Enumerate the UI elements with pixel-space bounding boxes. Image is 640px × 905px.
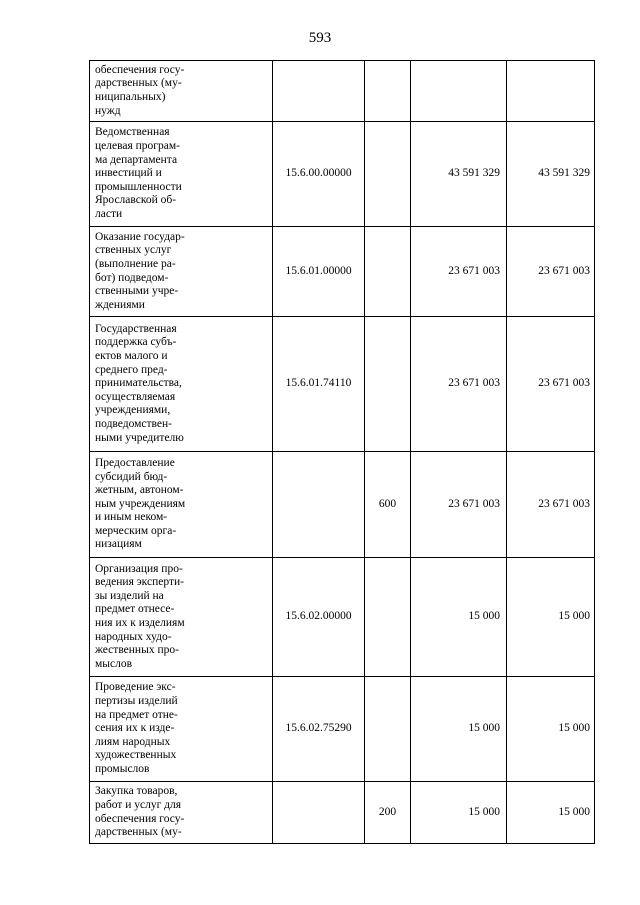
row-type-cell (365, 677, 411, 782)
row-amount-year1: 23 671 003 (411, 227, 507, 317)
table-row (90, 452, 595, 558)
row-name-cell (90, 61, 273, 122)
row-name-line: ниципальных) (95, 91, 166, 103)
row-name-line: Государственная (95, 322, 177, 335)
row-name-line: поддержка субъ- (95, 336, 177, 349)
row-amount-year2: 23 671 003 (507, 452, 595, 558)
budget-table (89, 60, 595, 844)
row-code-cell: 15.6.02.75290 (273, 677, 365, 782)
row-name-line: учреждениями, (95, 404, 171, 417)
row-name-line: пертизы изделий (95, 695, 178, 708)
row-amount-year2 (507, 61, 595, 122)
row-name-line: осуществляемая (95, 390, 176, 403)
row-name-line: и иным неком- (95, 511, 168, 524)
row-name-line: сения их к изде- (95, 722, 175, 735)
row-name-line: мыслов (95, 657, 133, 670)
row-name-line: работ и услуг для (95, 798, 182, 811)
row-name-line: среднего пред- (95, 363, 168, 376)
row-name-line: Закупка товаров, (95, 785, 178, 798)
row-name-line: лиям народных (95, 735, 171, 748)
row-code-cell: 15.6.01.74110 (273, 317, 365, 452)
row-name-line: народных худо- (95, 630, 172, 643)
row-amount-year1 (411, 61, 507, 122)
row-name-line: ектов малого и (95, 350, 168, 363)
page-number: 593 (308, 30, 332, 46)
row-code-cell: 15.6.02.00000 (273, 558, 365, 677)
row-amount-year2: 15 000 (507, 558, 595, 677)
row-amount-year2: 15 000 (507, 677, 595, 782)
table-row (90, 227, 595, 317)
row-amount-year1: 15 000 (411, 677, 507, 782)
row-amount-year1: 23 671 003 (411, 317, 507, 452)
table-row (90, 122, 595, 227)
row-name-cell (90, 452, 273, 558)
row-amount-year1: 15 000 (411, 558, 507, 677)
row-name-line: художественных (95, 749, 177, 762)
row-name-line: низациям (95, 538, 142, 551)
row-name-line: промыслов (95, 762, 150, 775)
table-row (90, 558, 595, 677)
row-name-line: Оказание государ- (95, 230, 185, 243)
row-name-line: Предоставление (95, 456, 175, 469)
table-row (90, 61, 595, 122)
row-name-line: ным учреждениям (95, 497, 186, 510)
table-row (90, 782, 595, 844)
row-name-line: ма департамента (95, 153, 178, 166)
row-name-line: жетным, автоном- (95, 484, 184, 497)
row-name-line: ния их к изделиям (95, 617, 185, 629)
row-code-cell: 15.6.01.00000 (273, 227, 365, 317)
row-name-line: мерческим орга- (95, 524, 177, 537)
row-type-cell (365, 61, 411, 122)
row-name-line: промышленности (95, 180, 182, 193)
row-name-line: принимательства, (95, 377, 182, 390)
row-name-line: инвестиций и (95, 167, 162, 180)
row-name-cell (90, 317, 273, 452)
row-name-line: ведения эксперти- (95, 576, 184, 589)
row-type-cell: 200 (365, 782, 411, 844)
row-name-line: на предмет отне- (95, 708, 178, 721)
row-name-line: обеспечения госу- (95, 63, 185, 76)
row-name-line: дарственных (му- (95, 826, 182, 839)
row-code-cell (273, 782, 365, 844)
row-name-line: нужд (95, 104, 121, 117)
row-name-line: ственных услуг (95, 244, 172, 257)
row-name-line: ждениями (95, 298, 145, 311)
row-name-line: ственными учре- (95, 285, 179, 298)
row-type-cell (365, 122, 411, 227)
row-name-line: жественных про- (95, 644, 179, 657)
row-name-cell (90, 558, 273, 677)
row-name-line: Ярославской об- (95, 194, 177, 207)
row-name-cell (90, 227, 273, 317)
row-name-line: обеспечения госу- (95, 812, 185, 825)
row-amount-year1: 43 591 329 (411, 122, 507, 227)
row-amount-year2: 23 671 003 (507, 317, 595, 452)
row-name-line: дарственных (му- (95, 77, 182, 90)
row-type-cell (365, 227, 411, 317)
row-amount-year2: 15 000 (507, 782, 595, 844)
table-row (90, 677, 595, 782)
row-type-cell (365, 558, 411, 677)
row-amount-year2: 43 591 329 (507, 122, 595, 227)
row-amount-year2: 23 671 003 (507, 227, 595, 317)
row-type-cell (365, 317, 411, 452)
row-name-line: предмет отнесе- (95, 603, 175, 616)
row-name-line: целевая програм- (95, 140, 180, 153)
row-name-line: Ведомственная (95, 126, 170, 139)
row-name-line: Организация про- (95, 562, 183, 575)
row-name-line: ными учредителю (95, 431, 184, 444)
row-name-line: ласти (95, 207, 123, 220)
row-code-cell: 15.6.00.00000 (273, 122, 365, 227)
row-name-line: бот) подведом- (95, 271, 169, 284)
row-amount-year1: 15 000 (411, 782, 507, 844)
row-type-cell: 600 (365, 452, 411, 558)
row-amount-year1: 23 671 003 (411, 452, 507, 558)
row-name-line: субсидий бюд- (95, 470, 168, 483)
row-name-cell (90, 677, 273, 782)
row-name-line: (выполнение ра- (95, 257, 176, 270)
row-code-cell (273, 452, 365, 558)
row-name-cell (90, 122, 273, 227)
row-name-line: подведомствен- (95, 417, 172, 430)
table-row (90, 317, 595, 452)
row-name-cell (90, 782, 273, 844)
row-code-cell (273, 61, 365, 122)
row-name-line: зы изделий на (95, 589, 164, 602)
row-name-line: Проведение экс- (95, 681, 176, 694)
